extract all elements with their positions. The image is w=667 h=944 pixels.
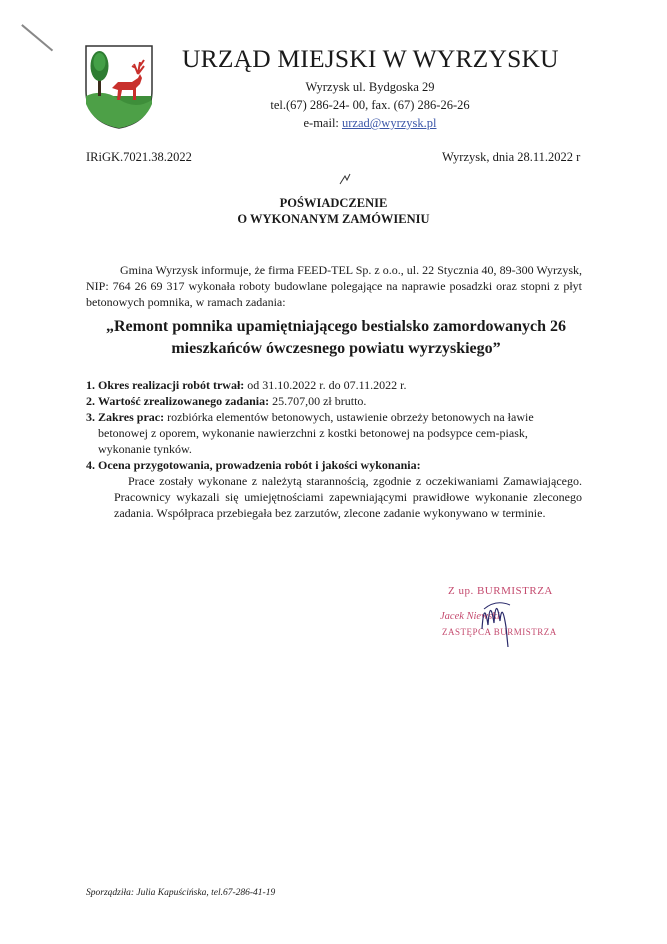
- document-date: Wyrzysk, dnia 28.11.2022 r: [442, 150, 581, 164]
- details-list: [86, 377, 582, 521]
- item-label: Okres realizacji robót trwał:: [98, 378, 245, 392]
- list-item: [86, 377, 582, 393]
- handwritten-signature: [476, 589, 526, 651]
- coat-of-arms-logo: [84, 44, 154, 130]
- item-text: 25.707,00 zł brutto.: [269, 394, 367, 408]
- item-label: Ocena przygotowania, prowadzenia robót i jakości wykonania:: [98, 458, 421, 472]
- prepared-by-footer: Sporządziła: Julia Kapuścińska, tel.67-286-41-19: [86, 888, 276, 898]
- scan-artifact-line: [22, 24, 54, 51]
- document-heading-line2: O WYKONANYM ZAMÓWIENIU: [237, 212, 430, 226]
- stamp-line3: ZASTĘPCA BURMISTRZA: [442, 627, 557, 637]
- item-text: od 31.10.2022 r. do 07.11.2022 r.: [244, 378, 407, 392]
- item-label: Zakres prac:: [98, 410, 165, 424]
- handwritten-mark-icon: [338, 172, 352, 186]
- item-text: rozbiórka elementów betonowych, ustawienie obrzeży betonowych na ławie betonowej z oporem, wykonanie nawierzchni z kostki betonowej na podsypce cem-piask, wykonanie tynków.: [98, 410, 534, 456]
- email-link[interactable]: urzad@wyrzysk.pl: [342, 116, 437, 130]
- task-title: „Remont pomnika upamiętniającego bestialsko zamordowanych 26 mieszkańców ówczesnego powiatu wyrzyskiego”: [105, 318, 566, 357]
- office-phone: tel.(67) 286-24- 00, fax. (67) 286-26-26: [270, 98, 470, 112]
- assessment-text: Prace zostały wykonane z należytą starannością, zgodnie z oczekiwaniami Zamawiającego. Pracownicy wykazali się umiejętnościami zapewniającymi prawidłowe wykonanie zleconego zadania. Współpraca przebiegała bez zarzutów, zlecone zadanie wykonywano w terminie.: [114, 474, 582, 520]
- list-item: [86, 409, 582, 457]
- signature-stamp: [430, 585, 590, 655]
- office-address: Wyrzysk ul. Bydgoska 29: [305, 80, 435, 94]
- assessment-paragraph: [114, 473, 582, 521]
- item-number: 3.: [86, 410, 95, 424]
- item-number: 4.: [86, 458, 95, 472]
- stamp-line1: Z up. BURMISTRZA: [448, 585, 553, 597]
- item-number: 1.: [86, 378, 95, 392]
- list-item: [86, 457, 582, 473]
- office-email-line: [180, 116, 560, 131]
- item-number: 2.: [86, 394, 95, 408]
- office-title: URZĄD MIEJSKI W WYRZYSKU: [182, 44, 559, 73]
- item-label: Wartość zrealizowanego zadania:: [98, 394, 270, 408]
- stamp-line2: Jacek Niewski: [440, 611, 500, 622]
- document-heading-line1: POŚWIADCZENIE: [279, 196, 388, 210]
- email-label: e-mail:: [303, 116, 339, 130]
- list-item: [86, 393, 582, 409]
- reference-number: IRiGK.7021.38.2022: [86, 150, 192, 164]
- intro-paragraph: Gmina Wyrzysk informuje, że firma FEED-TEL Sp. z o.o., ul. 22 Stycznia 40, 89-300 Wyrzysk, NIP: 764 26 69 317 wykonała roboty budowlane polegające na naprawie posadzki oraz stopni z płyt betonowych pomnika, w ramach zadania:: [86, 263, 582, 309]
